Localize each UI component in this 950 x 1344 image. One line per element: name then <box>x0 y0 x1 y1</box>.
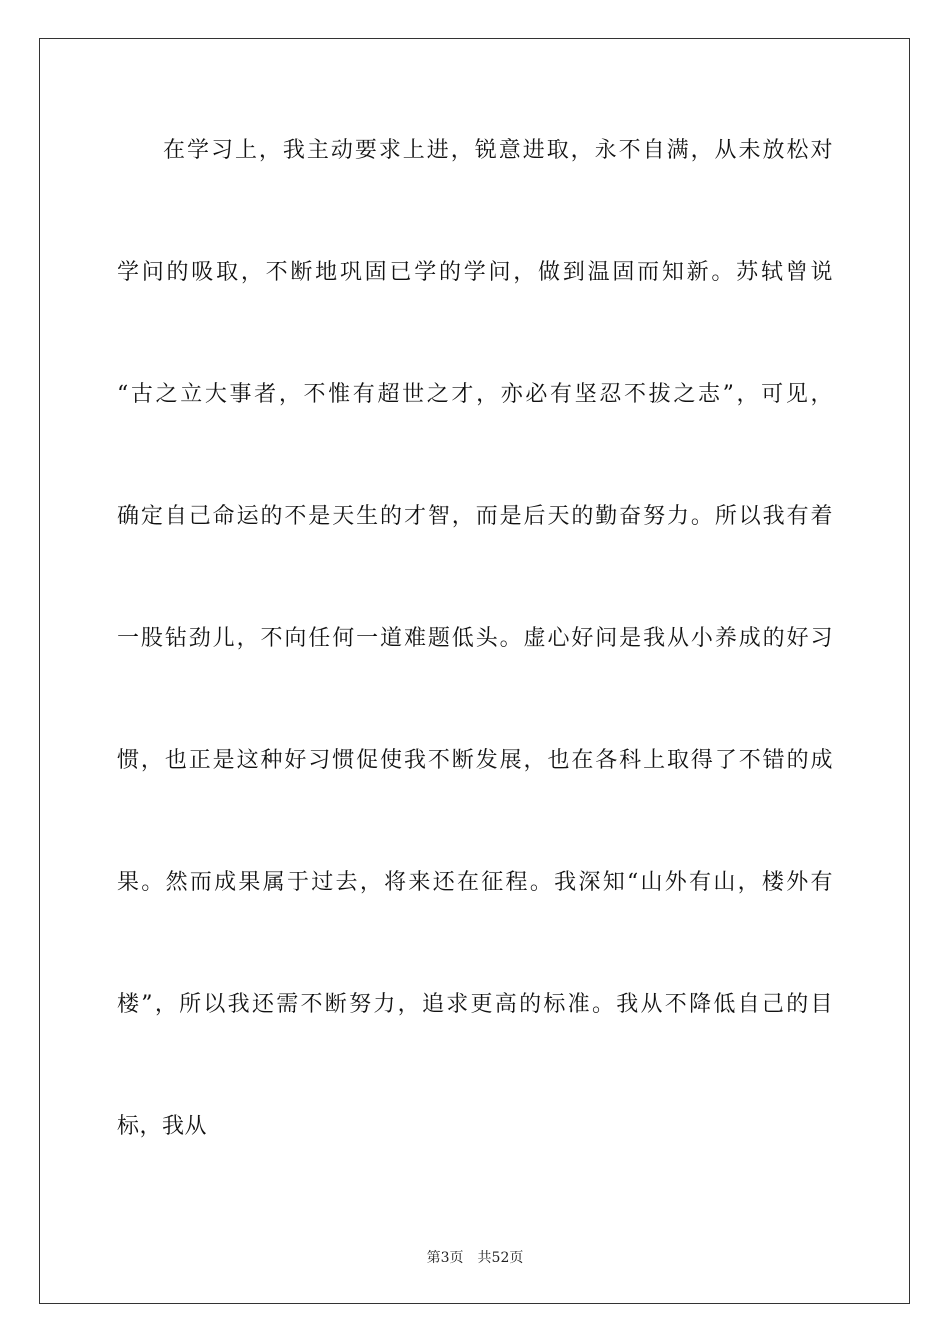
paragraph-line-7: 果。然而成果属于过去，将来还在征程。我深知“山外有山，楼外有 <box>117 870 833 895</box>
paragraph-line-9: 标，我从 <box>117 1114 208 1139</box>
paragraph-line-5: 一股钻劲儿，不向任何一道难题低头。虚心好问是我从小养成的好习 <box>117 626 833 651</box>
page-footer <box>0 1248 950 1268</box>
paragraph-line-4: 确定自己命运的不是天生的才智，而是后天的勤奋努力。所以我有着 <box>117 504 833 529</box>
paragraph-line-8: 楼”，所以我还需不断努力，追求更高的标准。我从不降低自己的目 <box>117 992 833 1017</box>
paragraph-line-6: 惯，也正是这种好习惯促使我不断发展，也在各科上取得了不错的成 <box>117 748 833 773</box>
page-number: 第3页 <box>426 1250 464 1266</box>
page-total: 共52页 <box>477 1250 524 1266</box>
paragraph-line-1: 在学习上，我主动要求上进，锐意进取，永不自满，从未放松对 <box>163 138 833 163</box>
paragraph-line-2: 学问的吸取，不断地巩固已学的学问，做到温固而知新。苏轼曾说 <box>117 260 833 285</box>
paragraph-line-3: “古之立大事者，不惟有超世之才，亦必有坚忍不拔之志”，可见， <box>117 382 833 407</box>
